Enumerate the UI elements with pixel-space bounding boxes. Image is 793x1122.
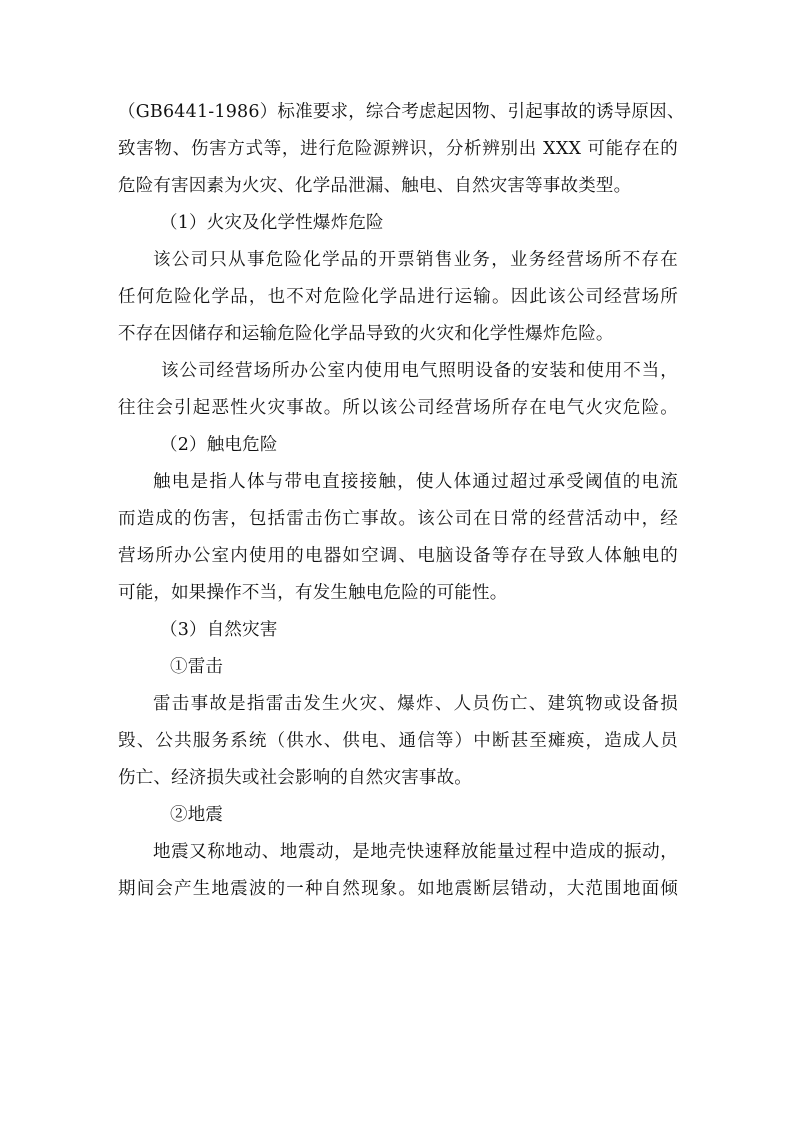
paragraph-line: 触电是指人体与带电直接接触，使人体通过超过承受阈值的电流 bbox=[153, 472, 678, 492]
subsection-heading-earthquake: ②地震 bbox=[170, 805, 224, 825]
paragraph-line: 营场所办公室内使用的电器如空调、电脑设备等存在导致人体触电的 bbox=[118, 546, 678, 566]
paragraph-line: 而造成的伤害，包括雷击伤亡事故。该公司在日常的经营活动中，经 bbox=[118, 509, 678, 529]
section-heading-fire: （1）火灾及化学性爆炸危险 bbox=[160, 213, 384, 233]
paragraph-line: 雷击事故是指雷击发生火灾、爆炸、人员伤亡、建筑物或设备损 bbox=[153, 694, 678, 714]
subsection-heading-lightning: ①雷击 bbox=[170, 657, 224, 677]
paragraph-line: 致害物、伤害方式等，进行危险源辨识，分析辨别出 XXX 可能存在的 bbox=[118, 139, 678, 159]
paragraph-line: 毁、公共服务系统（供水、供电、通信等）中断甚至瘫痪，造成人员 bbox=[118, 731, 678, 751]
paragraph-line: （GB6441-1986）标准要求，综合考虑起因物、引起事故的诱导原因、 bbox=[118, 102, 685, 122]
paragraph-line: 往往会引起恶性火灾事故。所以该公司经营场所存在电气火灾危险。 bbox=[118, 398, 678, 418]
section-heading-natural-disaster: （3）自然灾害 bbox=[160, 620, 278, 640]
paragraph-line: 不存在因储存和运输危险化学品导致的火灾和化学性爆炸危险。 bbox=[118, 324, 614, 344]
paragraph-line: 危险有害因素为火灾、化学品泄漏、触电、自然灾害等事故类型。 bbox=[118, 176, 632, 196]
paragraph-line: 伤亡、经济损失或社会影响的自然灾害事故。 bbox=[118, 768, 472, 788]
paragraph-line: 可能，如果操作不当，有发生触电危险的可能性。 bbox=[118, 583, 508, 603]
paragraph-line: 该公司只从事危险化学品的开票销售业务，业务经营场所不存在 bbox=[153, 250, 678, 270]
paragraph-line: 地震又称地动、地震动，是地壳快速释放能量过程中造成的振动， bbox=[153, 842, 678, 862]
paragraph-line: 任何危险化学品，也不对危险化学品进行运输。因此该公司经营场所 bbox=[118, 287, 678, 307]
paragraph-line: 该公司经营场所办公室内使用电气照明设备的安装和使用不当， bbox=[161, 361, 678, 381]
paragraph-line: 期间会产生地震波的一种自然现象。如地震断层错动，大范围地面倾 bbox=[118, 879, 678, 899]
section-heading-electric-shock: （2）触电危险 bbox=[160, 435, 278, 455]
